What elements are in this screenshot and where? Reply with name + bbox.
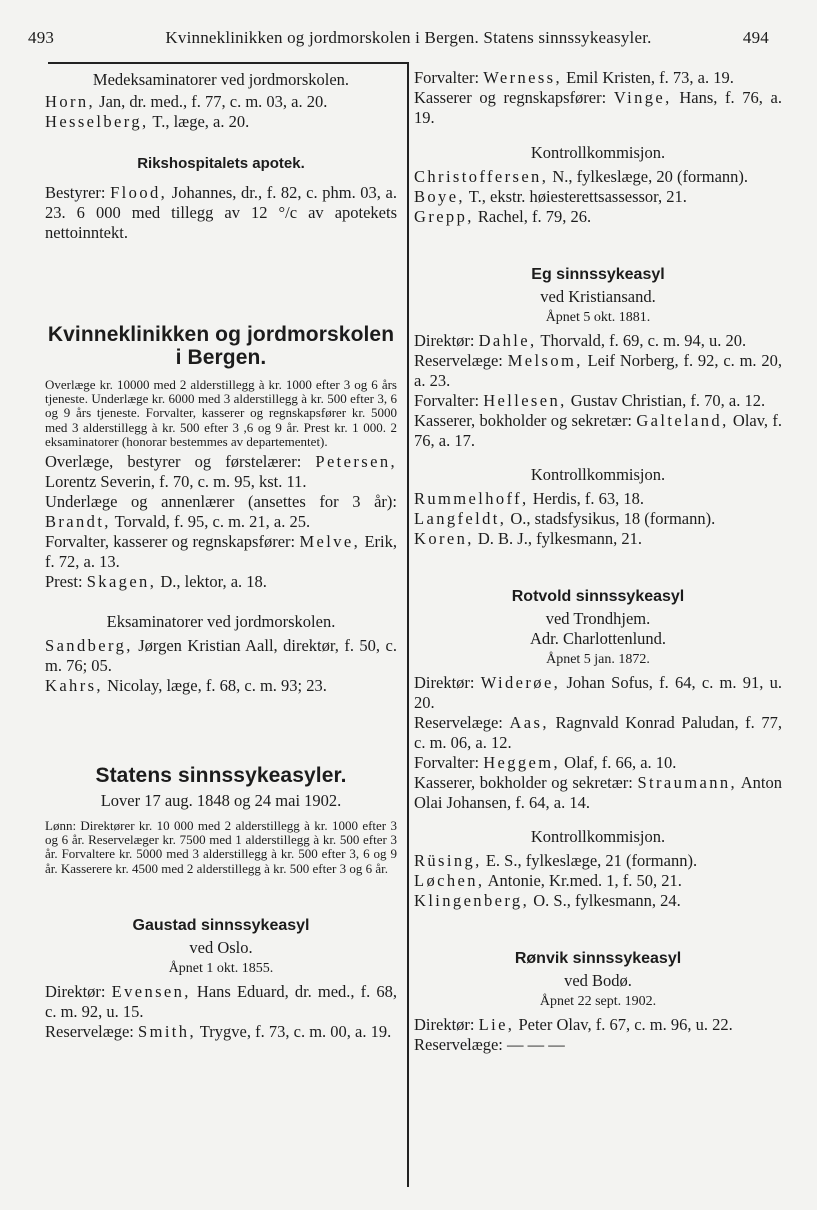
medeksaminatorer-section — [45, 70, 397, 132]
person-name: Rüsing, — [414, 851, 482, 870]
rotvold-section — [414, 587, 782, 911]
page-number-left: 493 — [28, 28, 55, 47]
entry-wideroe: Direktør: Widerøe, Johan Sofus, f. 64, c. m. 91, u. 20. — [414, 673, 782, 712]
entry-flood: Bestyrer: Flood, Johannes, dr., f. 82, c. phm. 03, a. 23. 6 000 med tillegg av 12 °/c av apotekets nettoinntekt. — [45, 183, 397, 242]
entry-petersen: Overlæge, bestyrer og førstelærer: Petersen, Lorentz Severin, f. 70, c. m. 95, kst. 11. — [45, 452, 397, 492]
gaustad-continued-section — [414, 68, 782, 227]
left-column — [45, 66, 397, 1042]
commission-heading: Kontrollkommisjon. — [530, 143, 666, 162]
statens-section — [45, 764, 397, 876]
person-name: Hellesen, — [483, 391, 567, 410]
person-name: Sandberg, — [45, 636, 133, 656]
column-divider — [407, 62, 409, 1187]
person-name: Langfeldt, — [414, 509, 507, 528]
person-name: Lie, — [478, 1015, 515, 1034]
person-name: Flood, — [110, 183, 168, 202]
entry-lie: Direktør: Lie, Peter Olav, f. 67, c. m. 96, u. 22. — [414, 1015, 733, 1034]
person-name: Heggem, — [483, 753, 561, 772]
entry-koren: Koren, D. B. J., fylkesmann, 21. — [414, 529, 642, 548]
opened-date: Åpnet 5 jan. 1872. — [546, 652, 650, 667]
person-name: Skagen, — [86, 572, 157, 592]
person-name: Evensen, — [111, 981, 191, 1001]
section-heading: Gaustad sinnssykeasyl — [132, 916, 310, 934]
opened-date: Åpnet 1 okt. 1855. — [168, 960, 274, 976]
commission-heading: Kontrollkommisjon. — [530, 465, 666, 484]
entry-grepp: Grepp, Rachel, f. 79, 26. — [414, 207, 592, 226]
entry-rusing: Rüsing, E. S., fylkeslæge, 21 (formann). — [414, 851, 698, 870]
page-header — [0, 28, 817, 58]
entry-horn: Horn, Jan, dr. med., f. 77, c. m. 03, a. 20. — [45, 92, 328, 111]
person-name: Kahrs, — [45, 676, 103, 696]
person-name: Vinge, — [613, 88, 672, 107]
person-name: Petersen, — [315, 452, 397, 472]
entry-dahle: Direktør: Dahle, Thorvald, f. 69, c. m. 94, u. 20. — [414, 331, 747, 350]
eg-section — [414, 265, 782, 549]
entry-smith: Reservelæge: Smith, Trygve, f. 73, c. m. 00, a. 19. — [45, 1021, 392, 1041]
section-heading: Rikshospitalets apotek. — [137, 155, 305, 172]
location: ved Bodø. — [564, 971, 632, 990]
entry-melve: Forvalter, kasserer og regnskapsfører: Melve, Erik, f. 72, a. 13. — [45, 532, 397, 572]
right-column — [414, 66, 782, 1055]
person-name: Smith, — [138, 1021, 196, 1041]
entry-melsom: Reservelæge: Melsom, Leif Norberg, f. 92, c. m. 20, a. 23. — [414, 351, 782, 390]
running-title: Kvinneklinikken og jordmorskolen i Bergen. Statens sinnssykeasyler. — [165, 28, 652, 47]
entry-skagen: Prest: Skagen, D., lektor, a. 18. — [45, 572, 267, 592]
entry-klingenberg: Klingenberg, O. S., fylkesmann, 24. — [414, 891, 681, 910]
entry-galteland: Kasserer, bokholder og sekretær: Galteland, Olav, f. 76, a. 17. — [414, 411, 782, 450]
apotek-section — [45, 154, 397, 243]
person-name: Koren, — [414, 529, 474, 548]
section-heading: Kvinneklinikken og jordmorskolen i Bergen. — [47, 323, 395, 369]
entry-lochen: Løchen, Antonie, Kr.med. 1, f. 50, 21. — [414, 871, 682, 890]
section-heading: Rønvik sinnssykeasyl — [514, 950, 682, 967]
section-heading: Eksaminatorer ved jordmorskolen. — [106, 612, 336, 632]
entry-werness: Forvalter: Werness, Emil Kristen, f. 73, a. 19. — [414, 68, 734, 87]
commission-heading: Kontrollkommisjon. — [530, 827, 666, 846]
location: ved Kristiansand. — [540, 287, 656, 306]
entry-straumann: Kasserer, bokholder og sekretær: Straumann, Anton Olai Johansen, f. 64, a. 14. — [414, 773, 782, 812]
ronvik-section — [414, 949, 782, 1055]
section-heading: Statens sinnssykeasyler. — [95, 764, 347, 788]
person-name: Aas, — [509, 713, 549, 732]
section-heading: Medeksaminatorer ved jordmorskolen. — [92, 70, 350, 89]
person-name: Melve, — [299, 532, 361, 552]
entry-evensen: Direktør: Evensen, Hans Eduard, dr. med., f. 68, c. m. 92, u. 15. — [45, 981, 398, 1021]
eksaminatorer-section — [45, 612, 397, 696]
person-name: Widerøe, — [480, 673, 561, 692]
entry-hesselberg: Hesselberg, T., læge, a. 20. — [45, 112, 250, 131]
person-name: Dahle, — [478, 331, 537, 350]
person-name: Brandt, — [45, 512, 111, 532]
entry-christoffersen: Christoffersen, N., fylkeslæge, 20 (formann). — [414, 167, 749, 186]
opened-date: Åpnet 22 sept. 1902. — [539, 994, 657, 1009]
section-heading: Rotvold sinnssykeasyl — [511, 588, 685, 605]
location: ved Trondhjem. — [545, 609, 651, 628]
person-name: Klingenberg, — [414, 891, 530, 910]
person-name: Straumann, — [637, 773, 738, 792]
salary-note: Lønn: Direktører kr. 10 000 med 2 alderstillegg à kr. 1000 efter 3 og 6 år. Reservelæger kr. 7500 med 1 alderstillegg à kr. 500 efter 3 år. Forvaltere kr. 5000 med 3 alderstillegg à kr. 500 efter 3, 6 og 9 år. Kasserere kr. 4500 med 2 alderstillegg à kr. 500 efter 3 og 6 år. — [45, 818, 397, 876]
address: Adr. Charlottenlund. — [529, 629, 667, 648]
entry-rummelhoff: Rummelhoff, Herdis, f. 63, 18. — [414, 489, 645, 508]
section-heading: Eg sinnssykeasyl — [531, 266, 665, 283]
location: ved Oslo. — [189, 937, 253, 957]
kvinneklinikken-section — [45, 323, 397, 592]
person-name: Løchen, — [414, 871, 485, 890]
person-name: Werness, — [483, 68, 563, 87]
person-name: Rummelhoff, — [414, 489, 529, 508]
header-rule — [48, 62, 408, 64]
person-name: Horn, — [45, 92, 96, 111]
person-name: Hesselberg, — [45, 112, 149, 131]
salary-note: Overlæge kr. 10000 med 2 alderstillegg à kr. 1000 efter 3 og 6 års tjeneste. Underlæge kr. 6000 med 3 alderstillegg à kr. 500 efter 3, 6 og 9 års tjeneste. Forvalter, kasserer og regnskapsfører kr. 5000 med 3 alderstillegg à kr. 500 efter 3 ,6 og 9 år. Prest kr. 1 000. 2 eksaminatorer (honorar bestemmes av departementet). — [45, 377, 397, 449]
entry-boye: Boye, T., ekstr. høiesterettsassessor, 21. — [414, 187, 687, 206]
person-name: Boye, — [414, 187, 465, 206]
entry-vinge: Kasserer og regnskapsfører: Vinge, Hans, f. 76, a. 19. — [414, 88, 783, 127]
entry-hellesen: Forvalter: Hellesen, Gustav Christian, f. 70, a. 12. — [414, 391, 766, 410]
person-name: Grepp, — [414, 207, 474, 226]
entry-kahrs: Kahrs, Nicolay, læge, f. 68, c. m. 93; 23. — [45, 676, 327, 696]
person-name: Galteland, — [636, 411, 729, 430]
entry-sandberg: Sandberg, Jørgen Kristian Aall, direktør, f. 50, c. m. 76; 05. — [45, 636, 397, 676]
entry-langfeldt: Langfeldt, O., stadsfysikus, 18 (formann). — [414, 509, 716, 528]
law-reference: Lover 17 aug. 1848 og 24 mai 1902. — [100, 791, 342, 811]
gaustad-section — [45, 916, 397, 1042]
entry-heggem: Forvalter: Heggem, Olaf, f. 66, a. 10. — [414, 753, 677, 772]
page-number-right: 494 — [742, 28, 769, 47]
entry-brandt: Underlæge og annenlærer (ansettes for 3 år): Brandt, Torvald, f. 95, c. m. 21, a. 25. — [45, 492, 397, 532]
person-name: Christoffersen, — [414, 167, 549, 186]
entry-aas: Reservelæge: Aas, Ragnvald Konrad Paludan, f. 77, c. m. 06, a. 12. — [414, 713, 782, 752]
entry-reservelaege-vacant: Reservelæge: — — — — [414, 1035, 565, 1054]
opened-date: Åpnet 5 okt. 1881. — [545, 310, 651, 325]
person-name: Melsom, — [507, 351, 583, 370]
